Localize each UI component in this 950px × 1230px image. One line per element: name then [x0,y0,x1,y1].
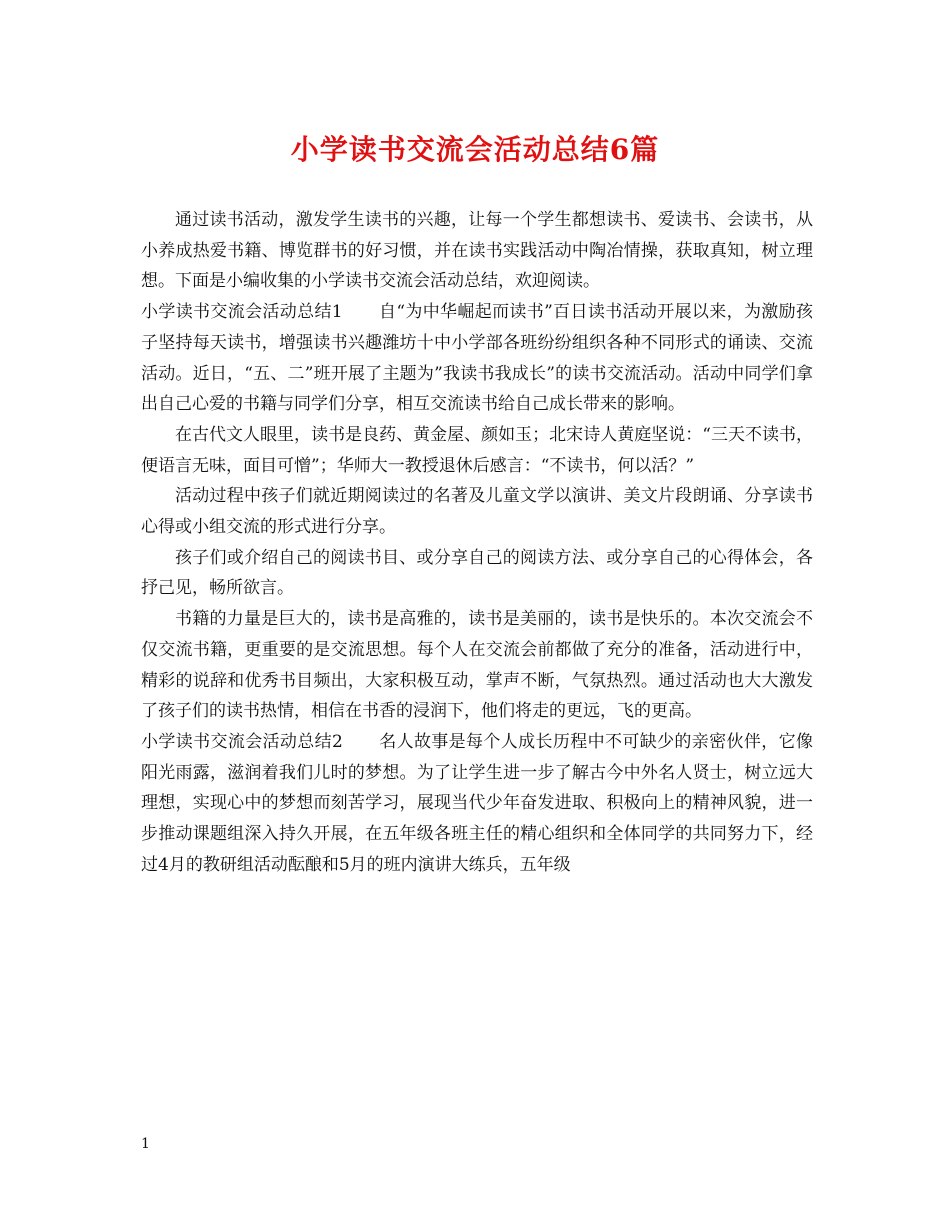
section-1-lead: 自“为中华崛起而读书”百日读书活动开展以来，为激励孩子坚持每天读书，增强读书兴趣潍坊十中小学部各班纷纷组织各种不同形式的诵读、交流活动。近日，“五、二”班开展了主题为”我读书我成长”的读书交流活动。活动中同学们拿出自己心爱的书籍与同学们分享，相互交流读书给自己成长带来的影响。 [141,302,813,415]
section-1-paragraph-process: 活动过程中孩子们就近期阅读过的名著及儿童文学以演讲、美文片段朗诵、分享读书心得或小组交流的形式进行分享。 [141,486,813,538]
section-1-paragraph [141,297,813,420]
page-number: 1 [141,1136,150,1152]
section-1-paragraph-quotes: 在古代文人眼里，读书是良药、黄金屋、颜如玉；北宋诗人黄庭坚说：“三天不读书，便语言无味，面目可憎”；华师大一教授退休后感言：“不读书，何以活？” [141,424,813,476]
intro-paragraph: 通过读书活动，激发学生读书的兴趣，让每一个学生都想读书、爱读书、会读书，从小养成热爱书籍、博览群书的好习惯，并在读书实践活动中陶冶情操，获取真知，树立理想。下面是小编收集的小学读书交流会活动总结，欢迎阅读。 [141,210,813,292]
section-2-lead: 名人故事是每个人成长历程中不可缺少的亲密伙伴，它像阳光雨露，滋润着我们儿时的梦想。为了让学生进一步了解古今中外名人贤士，树立远大理想，实现心中的梦想而刻苦学习，展现当代少年奋发进取、积极向上的精神风貌，进一步推动课题组深入持久开展，在五年级各班主任的精心组织和全体同学的共同努力下，经过4月的教研组活动酝酿和5月的班内演讲大练兵，五年级 [141,731,813,875]
section-2-heading: 小学读书交流会活动总结2 [141,731,343,752]
document-body [141,205,813,880]
document-title: 小学读书交流会活动总结6篇 [290,133,660,166]
section-1-paragraph-sharing: 孩子们或介绍自己的阅读书目、或分享自己的阅读方法、或分享自己的心得体会，各抒己见，畅所欲言。 [141,547,813,599]
section-2-paragraph [141,727,813,881]
section-1-heading: 小学读书交流会活动总结1 [141,302,343,323]
section-1-paragraph-conclusion: 书籍的力量是巨大的，读书是高雅的，读书是美丽的，读书是快乐的。本次交流会不仅交流书籍，更重要的是交流思想。每个人在交流会前都做了充分的准备，活动进行中，精彩的说辞和优秀书目频出，大家积极互动，掌声不断，气氛热烈。通过活动也大大激发了孩子们的读书热情，相信在书香的浸润下，他们将走的更远，飞的更高。 [141,609,813,722]
